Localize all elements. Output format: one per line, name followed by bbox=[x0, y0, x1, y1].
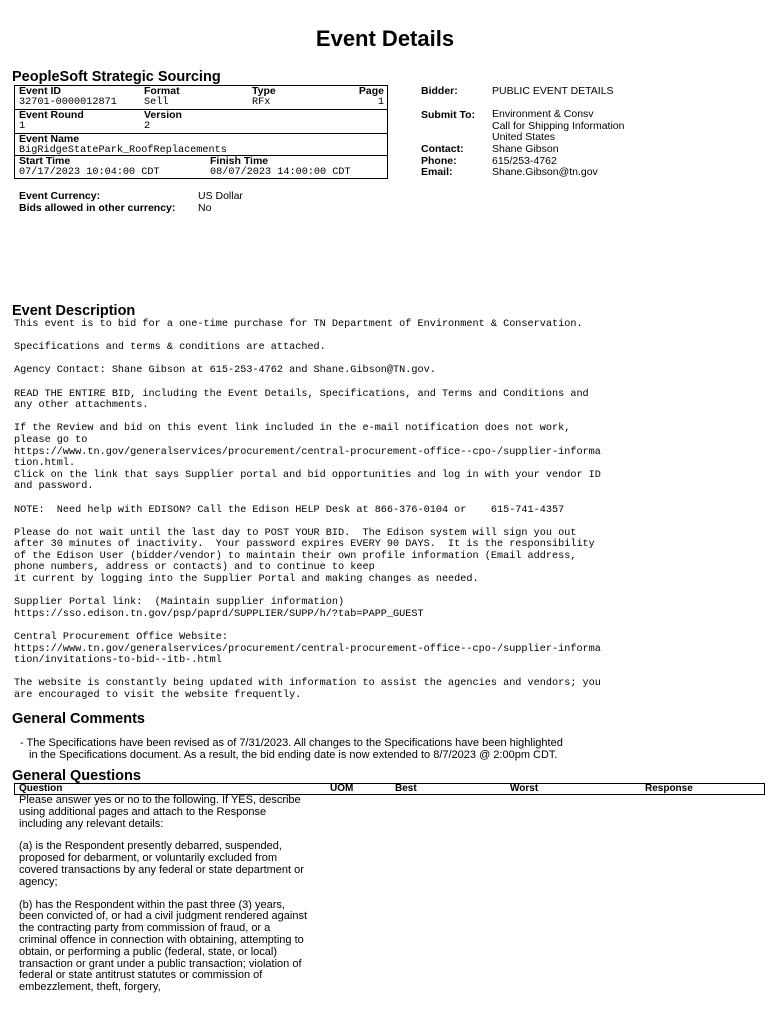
event-description-heading: Event Description bbox=[12, 303, 136, 319]
email-label: Email: bbox=[421, 166, 453, 179]
column-question: Question bbox=[19, 783, 63, 794]
event-round-value: 1 bbox=[19, 121, 26, 132]
start-time-label: Start Time bbox=[19, 155, 71, 167]
contact-values bbox=[492, 144, 598, 179]
event-summary-box bbox=[14, 85, 388, 179]
org-title: PeopleSoft Strategic Sourcing bbox=[12, 69, 221, 85]
finish-time-value: 08/07/2023 14:00:00 CDT bbox=[210, 167, 351, 178]
finish-time-label: Finish Time bbox=[210, 155, 269, 167]
page-title: Event Details bbox=[315, 26, 455, 51]
type-value: RFx bbox=[252, 97, 271, 108]
page-value: 1 bbox=[377, 97, 384, 108]
submit-to-line: United States bbox=[492, 131, 556, 144]
event-id-label: Event ID bbox=[19, 85, 62, 97]
event-round-label: Event Round bbox=[19, 109, 84, 121]
contact-label: Contact: bbox=[421, 143, 464, 155]
general-comments-heading: General Comments bbox=[12, 711, 145, 727]
column-best: Best bbox=[395, 783, 417, 794]
format-label: Format bbox=[144, 85, 180, 97]
submit-to-label: Submit To: bbox=[421, 109, 476, 121]
type-label: Type bbox=[252, 85, 276, 97]
question-paragraph: (b) has the Respondent within the past three (3) years, been convicted of, or had a civil judgment rendered against the contracting party from commission of fraud, or a criminal offence in connection with obtaining, attempting to obtain, or performing a public (federal, state, or local) transaction or grant under a public transaction; violation of federal or state antitrust statutes or commission of embezzlement, theft, forgery, bbox=[19, 898, 308, 994]
general-comment-line: in the Specifications document. As a result, the bid ending date is now extended to 8/7/2023 @ 2:00pm CDT. bbox=[29, 749, 558, 761]
currency-values bbox=[198, 190, 243, 214]
contact-labels bbox=[421, 144, 464, 179]
phone-label: Phone: bbox=[421, 154, 457, 167]
general-questions-heading: General Questions bbox=[12, 768, 141, 784]
start-time-value: 07/17/2023 10:04:00 CDT bbox=[19, 167, 160, 178]
event-id-value: 32701-0000012871 bbox=[19, 97, 117, 108]
email-value[interactable]: Shane.Gibson@tn.gov bbox=[492, 166, 598, 179]
question-paragraph: (a) is the Respondent presently debarred, suspended, proposed for debarment, or voluntarily excluded from covered transactions by any federal or state department or agency; bbox=[19, 840, 304, 888]
event-description-text: This event is to bid for a one-time purchase for TN Department of Environment & Conservation. Specifications and terms & conditions are attached. Agency Contact: Shane Gibson at 615-253-4762 and Shane.Gibson@TN.gov. READ THE ENTIRE BID, including the Event Details, Specifications, and Terms and Conditions and any other attachments. If the Review and bid on this event link included in the e-mail notification does not work, please go to https://www.tn.gov/generalservices/procurement/central-procurement-office--cpo-/supplier-informa tion.html. Click on the link that says Supplier portal and bid opportunities and log in with your vendor ID and password. NOTE: Need help with EDISON? Call the Edison HELP Desk at 866-376-0104 or 615-741-4357 Please do not wait until the last day to POST YOUR BID. The Edison system will sign you out after 30 minutes of inactivity. Your password expires EVERY 90 DAYS. It is the responsibility of the Edison User (bidder/vendor) to maintain their own profile information (Email address, phone numbers, address or contacts) and to continue to keep it current by logging into the Supplier Portal and making changes as needed. Supplier Portal link: (Maintain supplier information) https://sso.edison.tn.gov/psp/paprd/SUPPLIER/SUPP/h/?tab=PAPP_GUEST Central Procurement Office Website: https://www.tn.gov/generalservices/procurement/central-procurement-office--cpo-/supplier-informa tion/invitations-to-bid--itb-.html The website is constantly being updated with information to assist the agencies and vendors; you are encouraged to visit the website frequently. bbox=[14, 319, 601, 701]
contact-value: Shane Gibson bbox=[492, 143, 559, 155]
version-value: 2 bbox=[144, 121, 151, 132]
version-label: Version bbox=[144, 109, 182, 121]
phone-value: 615/253-4762 bbox=[492, 154, 557, 167]
question-paragraph: Please answer yes or no to the following. If YES, describe using additional pages and attach to the Response including any relevant details: bbox=[19, 794, 301, 830]
format-value: Sell bbox=[144, 97, 169, 108]
other-currency-label: Bids allowed in other currency: bbox=[19, 202, 176, 214]
submit-to-block bbox=[492, 109, 625, 144]
submit-to-line: Environment & Consv bbox=[492, 108, 594, 120]
event-currency-label: Event Currency: bbox=[19, 190, 101, 202]
submit-to-line: Call for Shipping Information bbox=[492, 119, 625, 132]
bidder-value: PUBLIC EVENT DETAILS bbox=[492, 85, 614, 97]
general-comments-text bbox=[20, 737, 620, 761]
other-currency-value: No bbox=[198, 202, 212, 214]
currency-labels bbox=[19, 190, 175, 214]
event-name-label: Event Name bbox=[19, 133, 80, 145]
general-comment-line: - The Specifications have been revised as of 7/31/2023. All changes to the Specifications have been highlighted bbox=[20, 737, 563, 749]
column-uom: UOM bbox=[330, 783, 354, 794]
event-name-value: BigRidgeStatePark_RoofReplacements bbox=[19, 145, 227, 156]
general-question-text bbox=[19, 795, 309, 1005]
column-worst: Worst bbox=[510, 783, 539, 794]
bidder-label: Bidder: bbox=[421, 85, 458, 97]
event-currency-value: US Dollar bbox=[198, 190, 243, 202]
column-response: Response bbox=[645, 783, 693, 794]
page-label: Page bbox=[358, 85, 384, 97]
